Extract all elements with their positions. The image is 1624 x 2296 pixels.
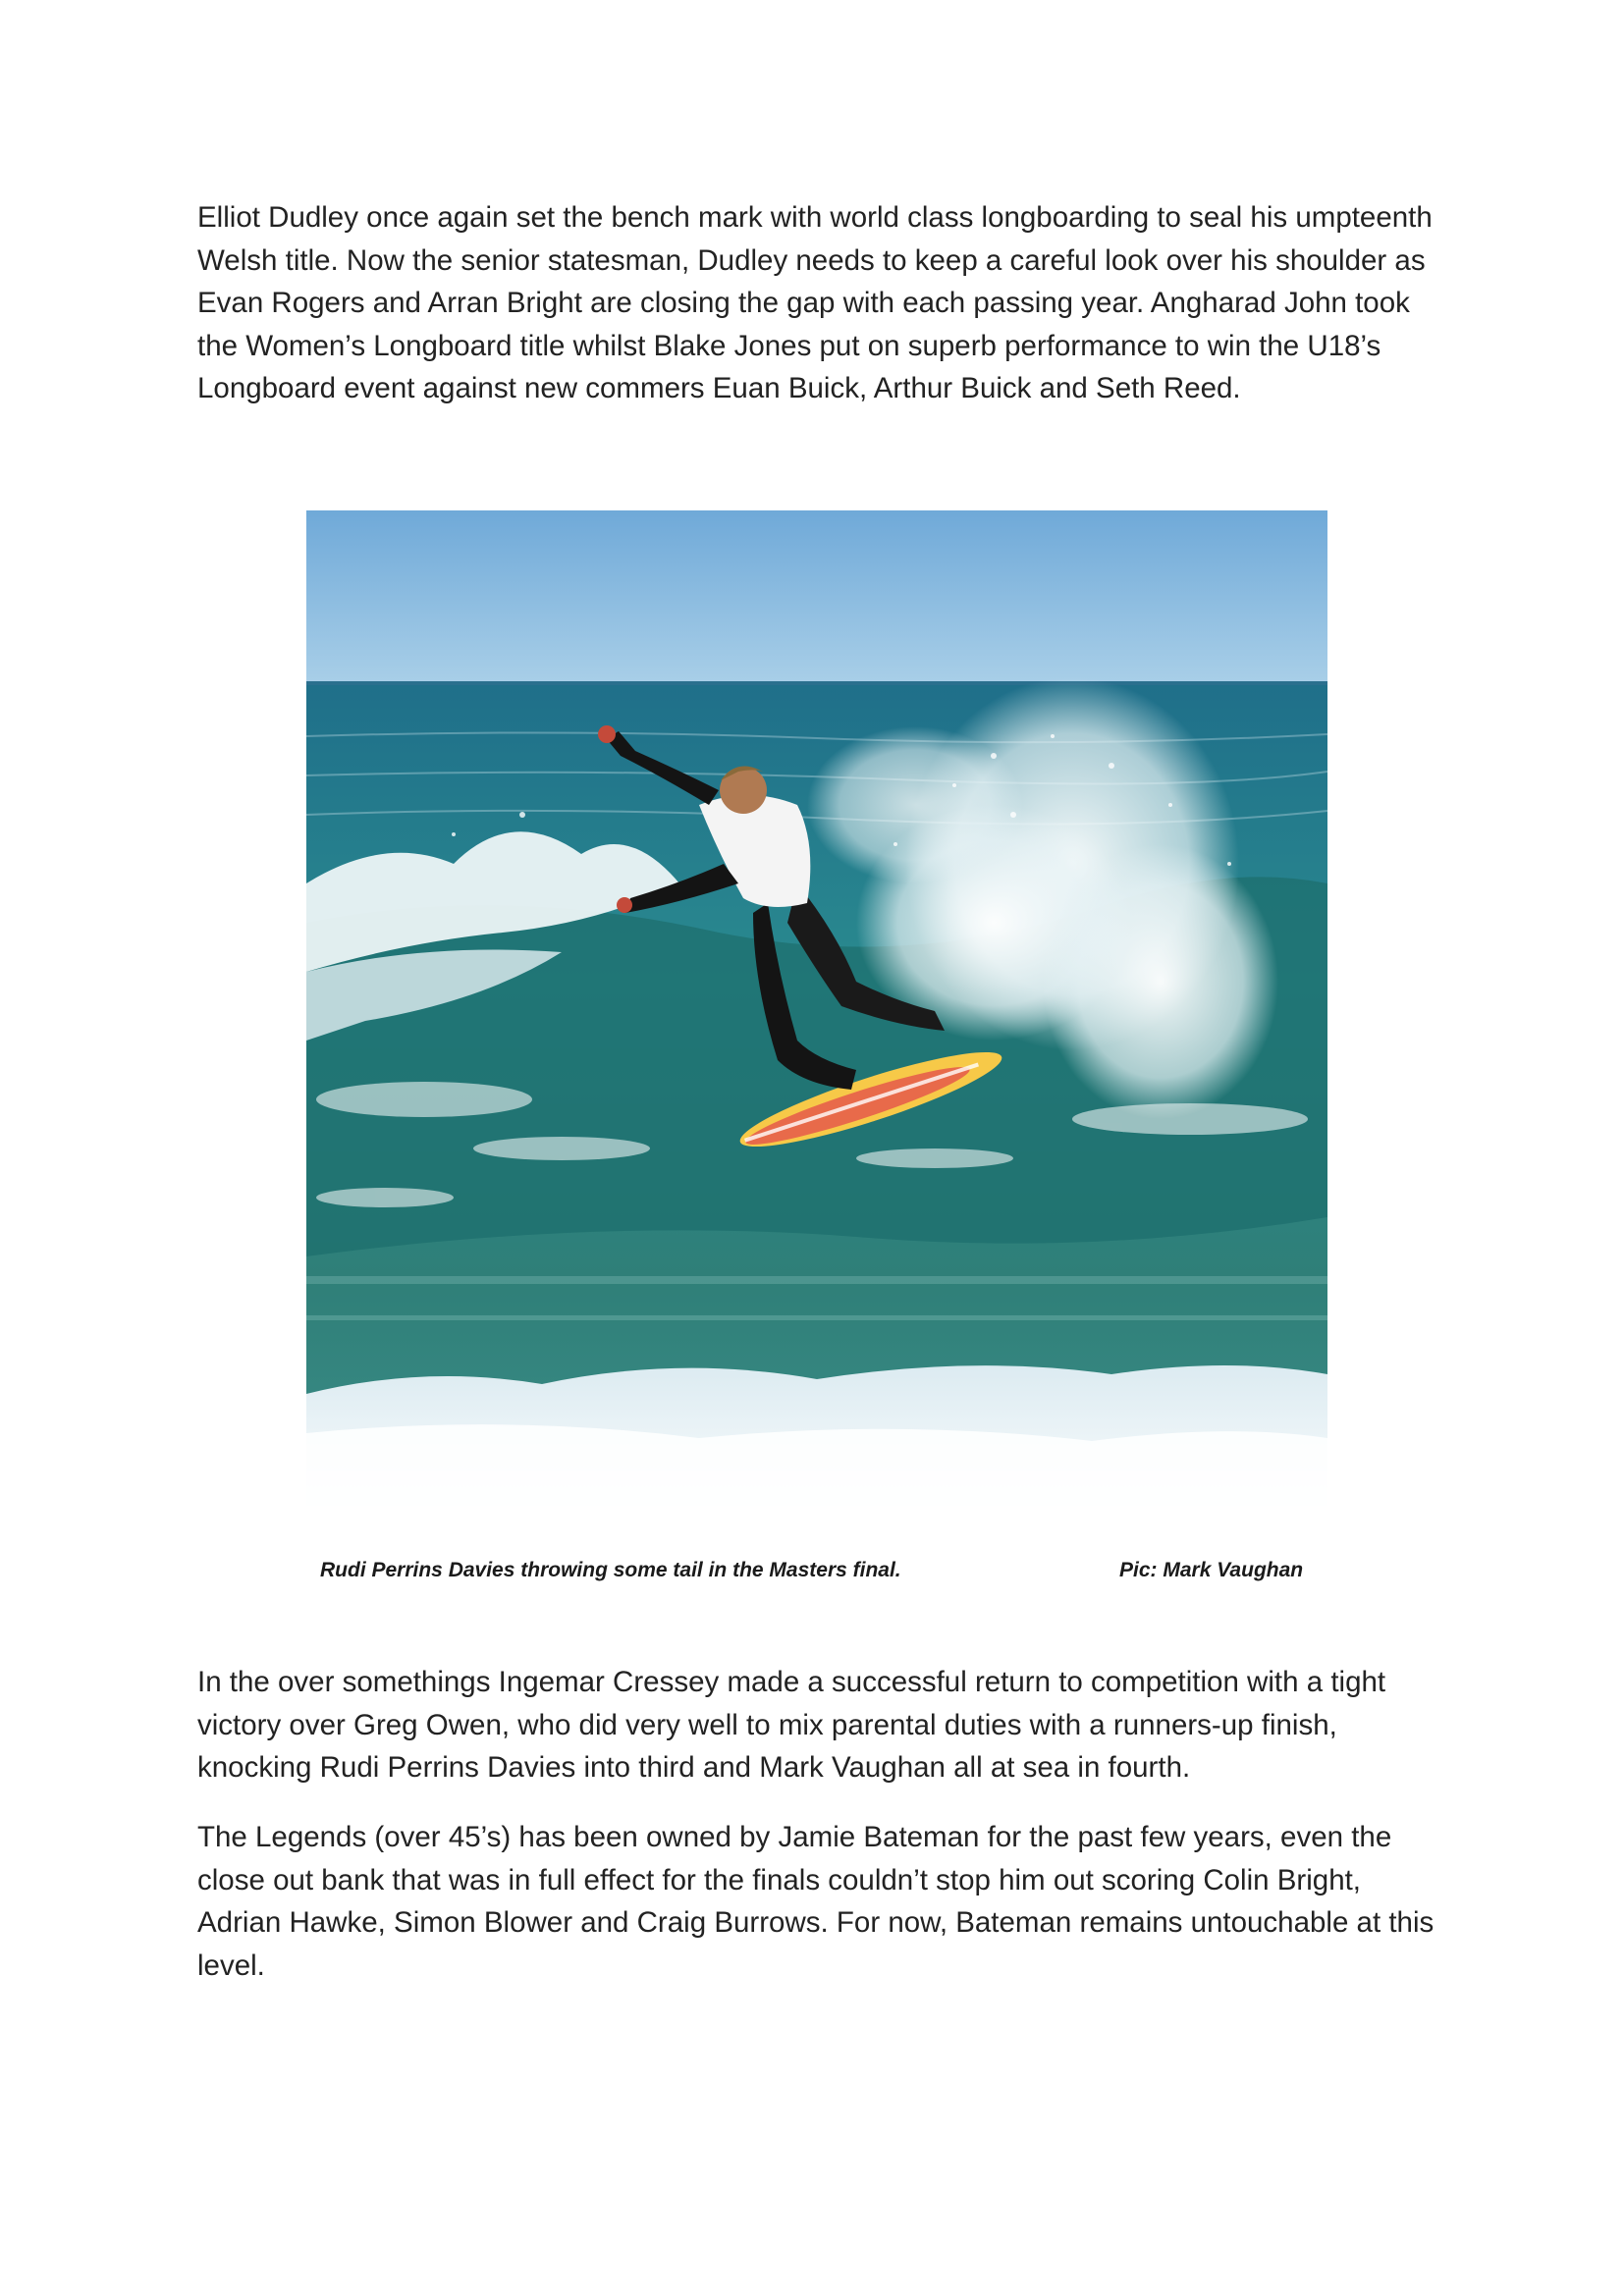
article-paragraph-1: Elliot Dudley once again set the bench mark with world class longboarding to seal his umpteenth Welsh title. Now the senior statesman, Dudley needs to keep a careful look over his shoulder as Evan Rogers and Arran Bright are closing the gap with each passing year. Angharad John took the Women’s Longboard title whilst Blake Jones put on superb performance to win the U18’s Longboard event against new commers Euan Buick, Arthur Buick and Seth Reed.: [197, 201, 1433, 404]
photo-caption: Rudi Perrins Davies throwing some tail in the Masters final.: [320, 1559, 901, 1581]
surfing-photo: [306, 510, 1327, 1531]
article-paragraph-2: In the over somethings Ingemar Cressey made a successful return to competition with a tight victory over Greg Owen, who did very well to mix parental duties with a runners-up finish, knocking Rudi Perrins Davies into third and Mark Vaughan all at sea in fourth.: [197, 1666, 1386, 1784]
article-paragraph-3: The Legends (over 45’s) has been owned by Jamie Bateman for the past few years, even the close out bank that was in full effect for the finals couldn’t stop him out scoring Colin Bright, Adrian Hawke, Simon Blower and Craig Burrows. For now, Bateman remains untouchable at this level.: [197, 1821, 1435, 1982]
photo-credit: Pic: Mark Vaughan: [1119, 1559, 1304, 1581]
